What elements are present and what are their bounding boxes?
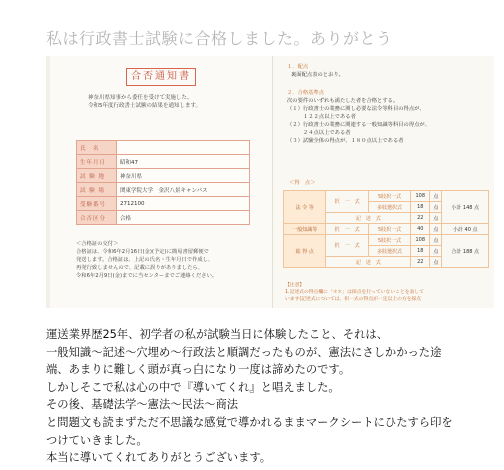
certificate-right-sheet	[272, 56, 494, 308]
table-row: 一般知識等 択 一 式 5肢択一式 40 点 小計 40 点	[284, 224, 489, 235]
info-row: 受験番号 2712100	[77, 197, 250, 211]
body-line: つけていきました。	[46, 433, 148, 447]
post-title: 私は行政書士試験に合格しました。ありがとう	[46, 29, 393, 48]
score-table	[283, 190, 489, 268]
info-row: 氏 名	[77, 141, 250, 155]
info-row: 試 験 場 関東学院大学 金沢八景キャンパス	[77, 183, 250, 197]
body-line: 本当に導いてくれてありがとうございます。	[46, 451, 272, 465]
table-row: 多肢選択式 18 点	[284, 246, 489, 257]
section-heading: １．配点	[287, 64, 309, 70]
info-row: 試 験 地 神奈川県	[77, 169, 250, 183]
section-heading: ２．合格基準点	[287, 90, 325, 96]
info-row: 生年月日 昭和47	[77, 155, 250, 169]
body-line: 運送業界歴25年、初学者の私が試験当日に体験したこと、それは、	[46, 328, 388, 341]
body-line: しかしそこで私は心の中で『導いてくれ』と唱えました。	[46, 380, 340, 394]
table-row: 記 述 式 22 点	[284, 213, 489, 224]
notice-lead: 神奈川県知事から委任を受けて実施した、 令和5年度行政書士試験の結果を通知します。	[88, 95, 202, 109]
certificate-photo	[46, 56, 494, 308]
body-line: 端、あまりに難しく頭が真っ白になり一度は諦めたのです。	[46, 363, 351, 377]
section-text: 裏面配点表のとおり。	[291, 72, 344, 78]
body-line: と問題文も読まずただ不思議な感覚で導かれるままマークシートにひたすら印を	[46, 415, 453, 429]
body-line: 一般知識～記述～穴埋め～行政法と順調だったものが、憲法にさしかかった途	[46, 345, 442, 359]
body-line: その後、基礎法学～憲法～民法～商法	[46, 398, 239, 412]
table-row: 多肢選択式 18 点	[284, 202, 489, 213]
criteria-lines: 次の要件のいずれも満たした者を合格とする。 （１）行政書士の業務に関し必要な法令等科目の得点が、 １２２点以上である者 （２）行政書士の業務に関連する一般知識等科目の得点が、 ２４点以上である者 （３）試験全体の得点が、１８０点以上である者	[287, 98, 431, 144]
info-row: 合否区分 合格	[77, 211, 250, 225]
certificate-left-sheet	[50, 56, 272, 308]
certificate-notes: ＜合格証の交付＞ 合格証は、令和6年2月16日(金)(予定)に簡易書留郵便で 発送します。合格証は、上記の氏名・生年月日で作成し、 再発行致しませんので、記載に誤りがありましたら、 令和6年2月9日(金)までに当センターまでご連絡ください。	[76, 241, 218, 279]
examinee-info-table	[76, 140, 250, 225]
notice-title: 合否通知書	[126, 68, 196, 86]
score-heading: ＜得 点＞	[289, 180, 316, 186]
post-body	[46, 326, 496, 467]
table-row: 総 得 点 択 一 式 5肢択一式 108 点 合計 188 点	[284, 235, 489, 246]
table-row: 記 述 式 22 点	[284, 257, 489, 268]
score-footnotes: 【注意】 1.記述式の得点欄に「＊＊」は採点を行っていないことを表して います(記述式については、択一式の得点が一定以上の方を採点	[285, 283, 424, 302]
table-row: 法 令 等 択 一 式 5肢択一式 108 点 小計 148 点	[284, 191, 489, 202]
